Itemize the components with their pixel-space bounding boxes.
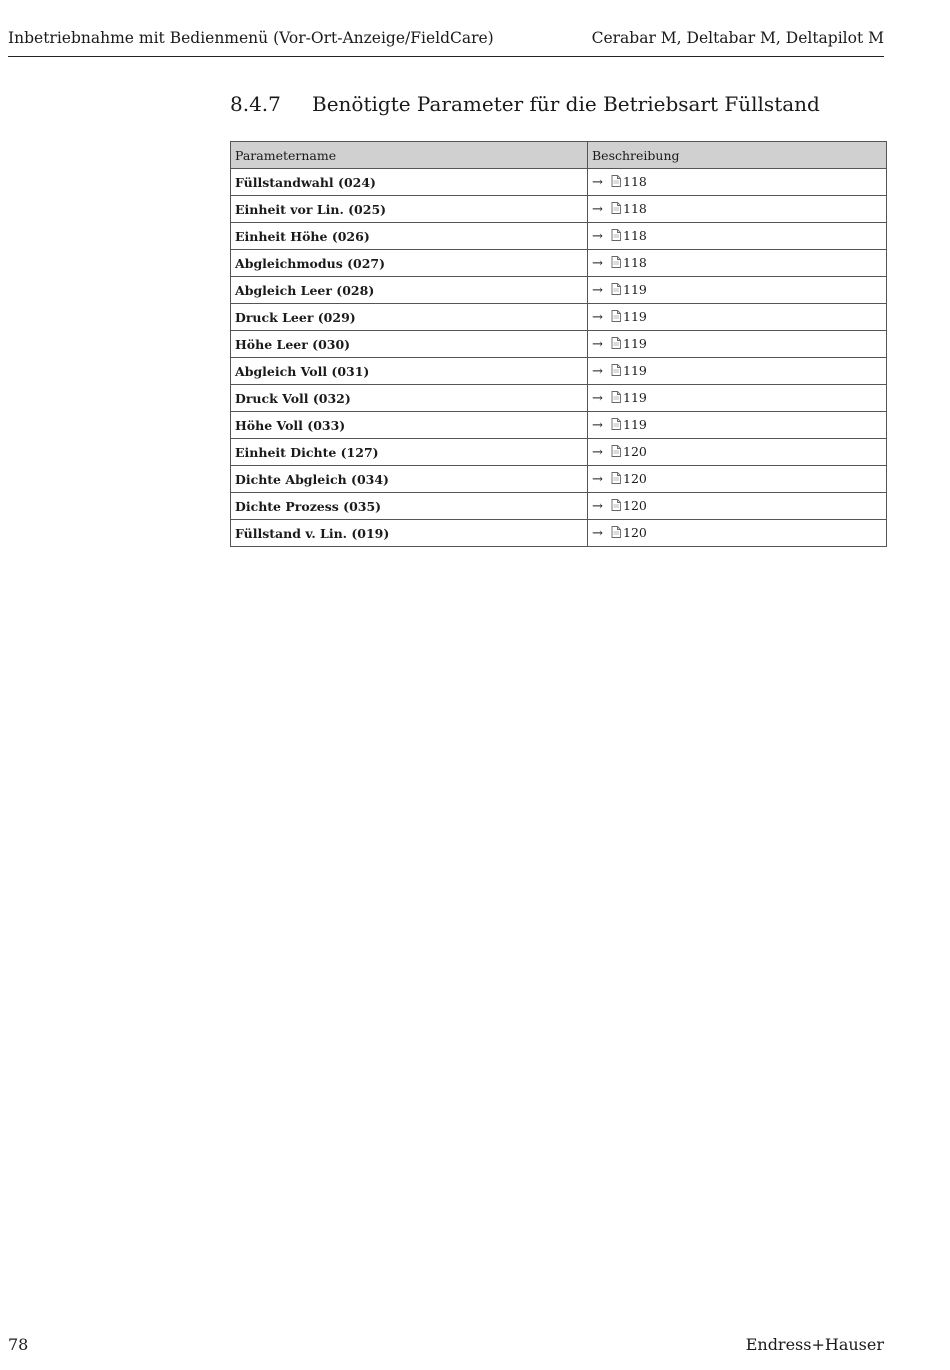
page-reference-number[interactable]: 119 [623,417,647,432]
table-header-row [231,142,887,169]
table-row [231,493,887,520]
arrow-right-icon: → [592,472,603,487]
chapter-title: Inbetriebnahme mit Bedienmenü (Vor-Ort-Anzeige/FieldCare) [8,29,494,47]
page-reference-icon [611,364,621,379]
page-reference-icon [611,472,621,487]
description-cell [588,169,887,196]
page-reference-icon [611,499,621,514]
table-row [231,169,887,196]
page-reference-number[interactable]: 119 [623,336,647,351]
arrow-right-icon: → [592,526,603,541]
parameter-name: Einheit Höhe (026) [231,223,588,250]
page-reference-icon [611,229,621,244]
table-row [231,196,887,223]
description-cell [588,466,887,493]
table-row [231,304,887,331]
parameter-name: Dichte Abgleich (034) [231,466,588,493]
page-reference-icon [611,418,621,433]
description-cell [588,493,887,520]
arrow-right-icon: → [592,364,603,379]
page-reference-icon [611,175,621,190]
parameter-table [230,141,887,547]
section-title: Benötigte Parameter für die Betriebsart Füllstand [312,92,820,116]
arrow-right-icon: → [592,175,603,190]
parameter-name: Abgleich Voll (031) [231,358,588,385]
description-cell [588,196,887,223]
page-reference-number[interactable]: 120 [623,525,647,540]
parameter-name: Füllstand v. Lin. (019) [231,520,588,547]
arrow-right-icon: → [592,418,603,433]
parameter-name: Druck Leer (029) [231,304,588,331]
description-cell [588,331,887,358]
column-header-parametername: Parametername [231,142,588,169]
table-row [231,223,887,250]
page-reference-number[interactable]: 118 [623,255,647,270]
description-cell [588,250,887,277]
description-cell [588,277,887,304]
table-row [231,331,887,358]
arrow-right-icon: → [592,445,603,460]
page-number: 78 [8,1335,29,1354]
table-row [231,412,887,439]
brand-name: Endress+Hauser [745,1335,884,1354]
page-reference-number[interactable]: 118 [623,228,647,243]
section-number: 8.4.7 [230,92,281,116]
table-row [231,520,887,547]
page-reference-number[interactable]: 119 [623,282,647,297]
description-cell [588,412,887,439]
table-row [231,358,887,385]
arrow-right-icon: → [592,256,603,271]
arrow-right-icon: → [592,202,603,217]
table-row [231,466,887,493]
arrow-right-icon: → [592,283,603,298]
page-reference-number[interactable]: 118 [623,174,647,189]
description-cell [588,385,887,412]
page-reference-icon [611,445,621,460]
parameter-name: Höhe Leer (030) [231,331,588,358]
page-reference-number[interactable]: 119 [623,363,647,378]
description-cell [588,304,887,331]
page-reference-icon [611,256,621,271]
parameter-name: Dichte Prozess (035) [231,493,588,520]
parameter-table-body [231,169,887,547]
parameter-name: Abgleich Leer (028) [231,277,588,304]
page-reference-icon [611,202,621,217]
page-reference-icon [611,310,621,325]
page-reference-number[interactable]: 119 [623,309,647,324]
page-reference-number[interactable]: 120 [623,444,647,459]
page-reference-number[interactable]: 120 [623,471,647,486]
arrow-right-icon: → [592,391,603,406]
parameter-name: Einheit Dichte (127) [231,439,588,466]
table-row [231,277,887,304]
page-reference-number[interactable]: 118 [623,201,647,216]
arrow-right-icon: → [592,499,603,514]
parameter-name: Füllstandwahl (024) [231,169,588,196]
parameter-name: Einheit vor Lin. (025) [231,196,588,223]
product-names: Cerabar M, Deltabar M, Deltapilot M [591,29,884,47]
arrow-right-icon: → [592,229,603,244]
page-footer [8,1335,884,1357]
section-heading [230,92,820,116]
parameter-name: Druck Voll (032) [231,385,588,412]
page-reference-icon [611,391,621,406]
description-cell [588,223,887,250]
page-header [8,26,884,57]
description-cell [588,358,887,385]
page-reference-number[interactable]: 119 [623,390,647,405]
column-header-beschreibung: Beschreibung [588,142,887,169]
page-reference-icon [611,337,621,352]
table-row [231,385,887,412]
table-row [231,250,887,277]
arrow-right-icon: → [592,337,603,352]
page-reference-icon [611,526,621,541]
page-reference-number[interactable]: 120 [623,498,647,513]
arrow-right-icon: → [592,310,603,325]
description-cell [588,520,887,547]
table-row [231,439,887,466]
parameter-name: Höhe Voll (033) [231,412,588,439]
parameter-name: Abgleichmodus (027) [231,250,588,277]
page-reference-icon [611,283,621,298]
description-cell [588,439,887,466]
